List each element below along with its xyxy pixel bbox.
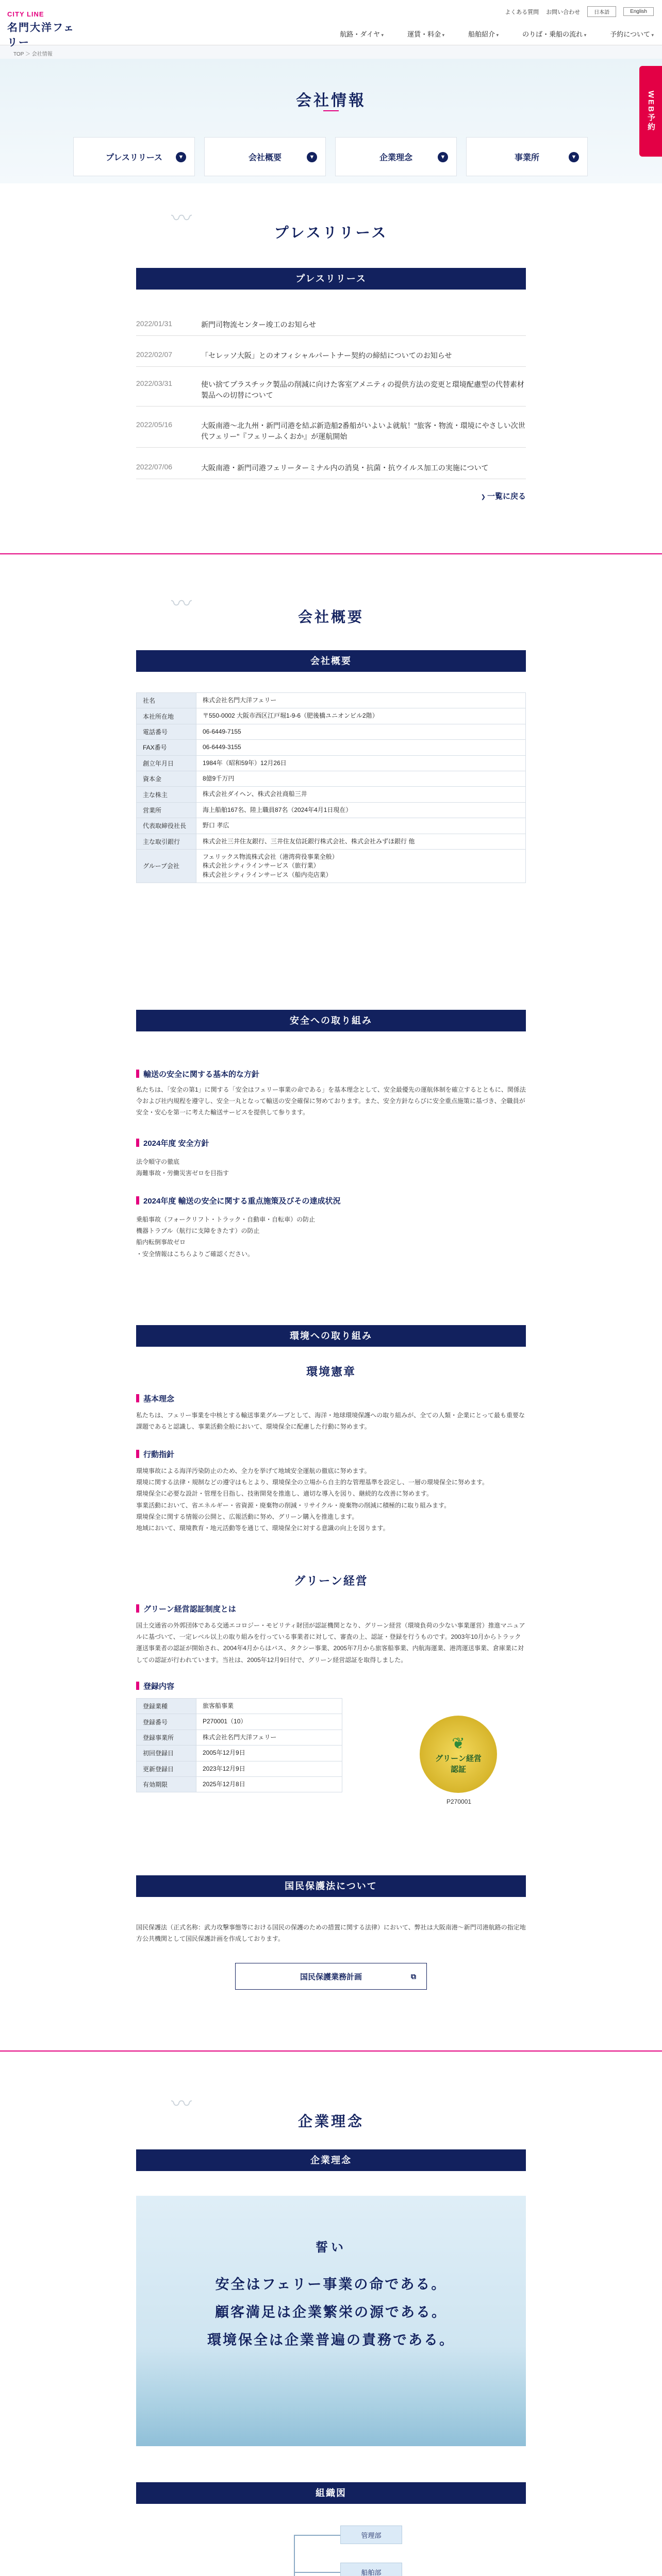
chevron-down-icon: ▼ [438,152,448,162]
row-label: 電話番号 [137,724,196,739]
row-value: 8億9千万円 [196,771,526,786]
row-value: 株式会社三井住友銀行、三井住友信託銀行株式会社、株式会社みずほ銀行 他 [196,834,526,849]
row-label: 社名 [137,693,196,708]
row-value: 野口 孝広 [196,818,526,834]
nav-ships[interactable]: 船舶紹介 ▾ [468,29,499,39]
table-row [137,1761,342,1776]
table-row [137,693,526,708]
page-title: 会社情報 [296,92,366,109]
tab-label: 会社概要 [248,153,282,162]
nav-routes[interactable]: 航路・ダイヤ ▾ [340,29,384,39]
row-value: 06-6449-7155 [196,724,526,739]
philosophy-line: 安全はフェリー事業の命である。 [215,2277,447,2292]
nav-terminals[interactable]: のりば・乗船の流れ ▾ [522,29,586,39]
philosophy-section-title: 企業理念 [297,2113,364,2129]
news-item[interactable] [136,457,526,479]
breadcrumb[interactable]: TOP ＞ 会社情報 [0,45,662,59]
org-chart [136,2514,526,2576]
green-management-title: グリーン経営 [294,1574,368,1587]
action-guideline-heading: 行動指針 [136,1449,174,1460]
row-value: 2023年12月9日 [196,1761,342,1776]
row-label: 登録事業所 [137,1730,196,1745]
table-row [137,708,526,724]
kokumin-plan-button[interactable] [235,1963,427,1990]
web-reservation-button[interactable]: WEB予約 [639,66,662,157]
row-value: 株式会社名門大洋フェリー [196,693,526,708]
green-cert-text: 国土交通省の外郭団体である交通エコロジー・モビリティ財団が認証機関となり、グリーン経営（環境負荷の少ない事業運営）推進マニュアルに基づいて、一定レベル以上の取り組みを行っている事業者に対して、審査の上、認証・登録を行うものです。2003年10月からトラック運送事業者の認証が開始され、2004年4月からはバス、タクシー事業、2005年7月から旅客船事業、内航海運業、港湾運送事業、倉庫業に対しての認証が行われています。当社は、2005年12月9日付で、グリーン経営認証を取得しました。 [136,1622,525,1664]
row-label: 主な取引銀行 [137,834,196,849]
org-admin: 管理部 [340,2526,402,2544]
news-date: 2022/01/31 [136,319,173,328]
safety-policy-heading: 輸送の安全に関する基本的な方針 [136,1069,259,1079]
row-label: 初回登録日 [137,1745,196,1761]
row-value: 2005年12月9日 [196,1745,342,1761]
lang-en-button[interactable]: English [623,7,654,16]
news-title: 大阪南港～北九州・新門司港を結ぶ新造船2番船がいよいよ就航！"旅客・物流・環境にやさしい次世代フェリー"『フェリーふくおか』が運航開始 [201,421,525,440]
row-label: 創立年月日 [137,755,196,771]
badge-text: グリーン経営 認証 [435,1754,482,1774]
org-connector [294,2535,295,2576]
faq-link[interactable]: よくある質問 [505,9,539,15]
safety-2024-heading: 2024年度 安全方針 [136,1138,209,1148]
safety-measures-heading: 2024年度 輸送の安全に関する重点施策及びその達成状況 [136,1195,341,1206]
tab-label: プレスリリース [105,153,163,162]
hero [0,59,662,183]
news-date: 2022/02/07 [136,350,173,359]
row-label: 登録業種 [137,1699,196,1714]
nav-fares[interactable]: 運賃・料金 ▾ [407,29,444,39]
table-row [137,740,526,755]
philosophy-line: 環境保全は企業普遍の責務である。 [207,2332,455,2348]
row-label: 有効期限 [137,1776,196,1792]
tab-offices[interactable] [466,137,588,176]
row-value: 〒550-0002 大阪市西区江戸堀1-9-6（肥後橋ユニオンビル2階） [196,708,526,724]
news-title: 大阪南港・新門司港フェリーターミナル内の消臭・抗菌・抗ウイルス加工の実施について [201,464,489,472]
green-certification-badge [420,1716,497,1793]
basic-principle-heading: 基本理念 [136,1393,174,1404]
news-item[interactable] [136,345,526,367]
row-value: 旅客船事業 [196,1699,342,1714]
nav-reservation[interactable]: 予約について ▾ [610,29,654,39]
tab-philosophy[interactable] [335,137,457,176]
contact-link[interactable]: お問い合わせ [546,9,581,15]
row-label: 登録番号 [137,1714,196,1730]
table-row [137,1714,342,1730]
table-row [137,771,526,786]
row-value: 2025年12月8日 [196,1776,342,1792]
leaf-icon: ❦ [452,1735,465,1752]
section-divider [0,2050,662,2052]
section-divider [0,553,662,554]
table-row [137,755,526,771]
news-item[interactable] [136,314,526,336]
news-title: 新門司物流センター竣工のお知らせ [201,320,317,329]
site-header [0,0,662,48]
site-logo[interactable] [7,10,85,49]
safety-policy-text: 私たちは、「安全の第1」に関する「安全はフェリー事業の命である」を基本理念として、安全最優先の運航体制を確立するとともに、関係法令および社内規程を遵守し、安全一丸となって輸送の安全確保に努めております。また、安全方針ならびに安全重点施策に基づき、全職員が安全・安心を第一に考えた輸送サービスを提供して参ります。 [136,1086,526,1116]
row-label: 資本金 [137,771,196,786]
kokumin-plan-label: 国民保護業務計画 [300,1972,362,1981]
news-item[interactable] [136,415,526,448]
lang-ja-button[interactable]: 日本語 [587,6,616,17]
news-date: 2022/03/31 [136,379,173,387]
seagull-icon: 〰 [171,592,192,615]
logo-subtitle: CITY LINE [7,10,44,18]
table-row [137,1745,342,1761]
registration-table [136,1698,342,1792]
row-label: 主な株主 [137,787,196,802]
org-bar: 組織図 [136,2482,526,2504]
logo-title: 名門大洋フェリー [7,22,75,48]
kokumin-bar: 国民保護法について [136,1875,526,1897]
table-row [137,802,526,818]
anchor-tabs [73,137,588,176]
row-value: フェリックス物流株式会社（港湾荷役事業全般） 株式会社シティラインサービス（旅行業） 株式会社シティラインサービス（船内売店業） [196,849,526,883]
registration-heading: 登録内容 [136,1681,174,1691]
table-row [137,724,526,739]
news-title: 「セレッソ大阪」とのオフィシャルパートナー契約の締結についてのお知らせ [201,351,452,360]
external-link-icon: ⧉ [411,1972,416,1980]
table-row [137,1776,342,1792]
press-bar: プレスリリース [136,268,526,290]
philosophy-line: 顧客満足は企業繁栄の源である。 [215,2304,447,2320]
news-item[interactable] [136,374,526,406]
row-label: 代表取締役社長 [137,818,196,834]
row-label: グループ会社 [137,849,196,883]
row-label: 更新登録日 [137,1761,196,1776]
seagull-icon: 〰 [171,207,192,230]
title-underline [323,110,339,111]
safety-measures-text: 乗船事故（フォークリフト・トラック・自動車・自転車）の防止 機器トラブル（航行に支障をきたす）の防止 船内転倒事故ゼロ ・安全情報はこちらよりご確認ください。 [136,1216,316,1258]
row-value: 1984年（昭和59年）12月26日 [196,755,526,771]
news-date: 2022/05/16 [136,420,173,429]
press-more-link[interactable]: ❯ 一覧に戻る [481,490,526,501]
env-charter-title: 環境憲章 [306,1365,356,1378]
seagull-icon: 〰 [171,2093,192,2115]
action-guideline-text: 環境事故による海洋汚染防止のため、全力を挙げて地域安全運航の徹底に努めます。 環境に関する法律・規制などの遵守はもとより、環境保全の立場から自主的な管理基準を設定し、一層の環境保全に努めます。 環境保全に必要な設計・管理を目指し、技術開発を推進し、適切な導入を図り、継続的な改善に努めます。 事業活動において、省エネルギー・省資源・廃棄物の削減・リサイクル・廃棄物の削減に積極的に取り組みます。 環境保全に関する情報の公開と、広報活動に努め、グリーン購入を推進します。 地域において、環境教育・地元活動等を通じて、環境保全に対する意識の向上を図ります。 [136,1467,489,1532]
org-ship: 船舶部 [340,2563,402,2576]
safety-bar: 安全への取り組み [136,1010,526,1031]
chevron-down-icon: ▼ [307,152,317,162]
company-overview-table [136,692,526,883]
overview-section-title: 会社概要 [297,609,364,625]
row-value: 海上船舶167名、陸上職員87名（2024年4月1日現在） [196,802,526,818]
environment-bar: 環境への取り組み [136,1325,526,1347]
safety-2024-text: 法令順守の徹底 海難事故・労働災害ゼロを目指す [136,1158,229,1177]
philosophy-panel [136,2196,526,2446]
tab-overview[interactable] [204,137,326,176]
chevron-down-icon: ▼ [569,152,579,162]
tab-label: 企業理念 [379,153,412,162]
row-label: 本社所在地 [137,708,196,724]
row-value: 株式会社名門大洋フェリー [196,1730,342,1745]
row-value: P270001（10） [196,1714,342,1730]
tab-press[interactable] [73,137,195,176]
table-row [137,818,526,834]
table-row [137,849,526,883]
row-label: 営業所 [137,802,196,818]
basic-principle-text: 私たちは、フェリー事業を中核とする輸送事業グループとして、海洋・地球環境保護への取り組みが、全ての人類・企業にとって最も重要な課題であると認識し、事業活動全般において、環境保全に配慮した行動に努めます。 [136,1412,525,1431]
news-date: 2022/07/06 [136,463,173,471]
philosophy-bar: 企業理念 [136,2149,526,2171]
news-title: 使い捨てプラスチック製品の削減に向けた客室アメニティの提供方法の変更と環境配慮型の代替素材製品への切替について [201,380,524,399]
table-row [137,787,526,802]
row-value: 06-6449-3155 [196,740,526,755]
chevron-down-icon: ▼ [176,152,186,162]
utility-bar [505,6,654,17]
row-value: 株式会社ダイヘン、株式会社商船三井 [196,787,526,802]
press-section-title: プレスリリース [274,225,388,241]
kokumin-text: 国民保護法（正式名称：武力攻撃事態等における国民の保護のための措置に関する法律）において、弊社は大阪南港～新門司港航路の指定地方公共機関として国民保護計画を作成しております。 [136,1924,526,1943]
table-row [137,834,526,849]
row-label: FAX番号 [137,740,196,755]
vow-title: 誓い [316,2241,346,2255]
overview-bar: 会社概要 [136,650,526,672]
table-row [137,1730,342,1745]
table-row [137,1699,342,1714]
badge-caption: P270001 [446,1798,472,1805]
green-cert-heading: グリーン経営認証制度とは [136,1603,236,1614]
tab-label: 事業所 [514,153,539,162]
main-nav [340,29,654,39]
